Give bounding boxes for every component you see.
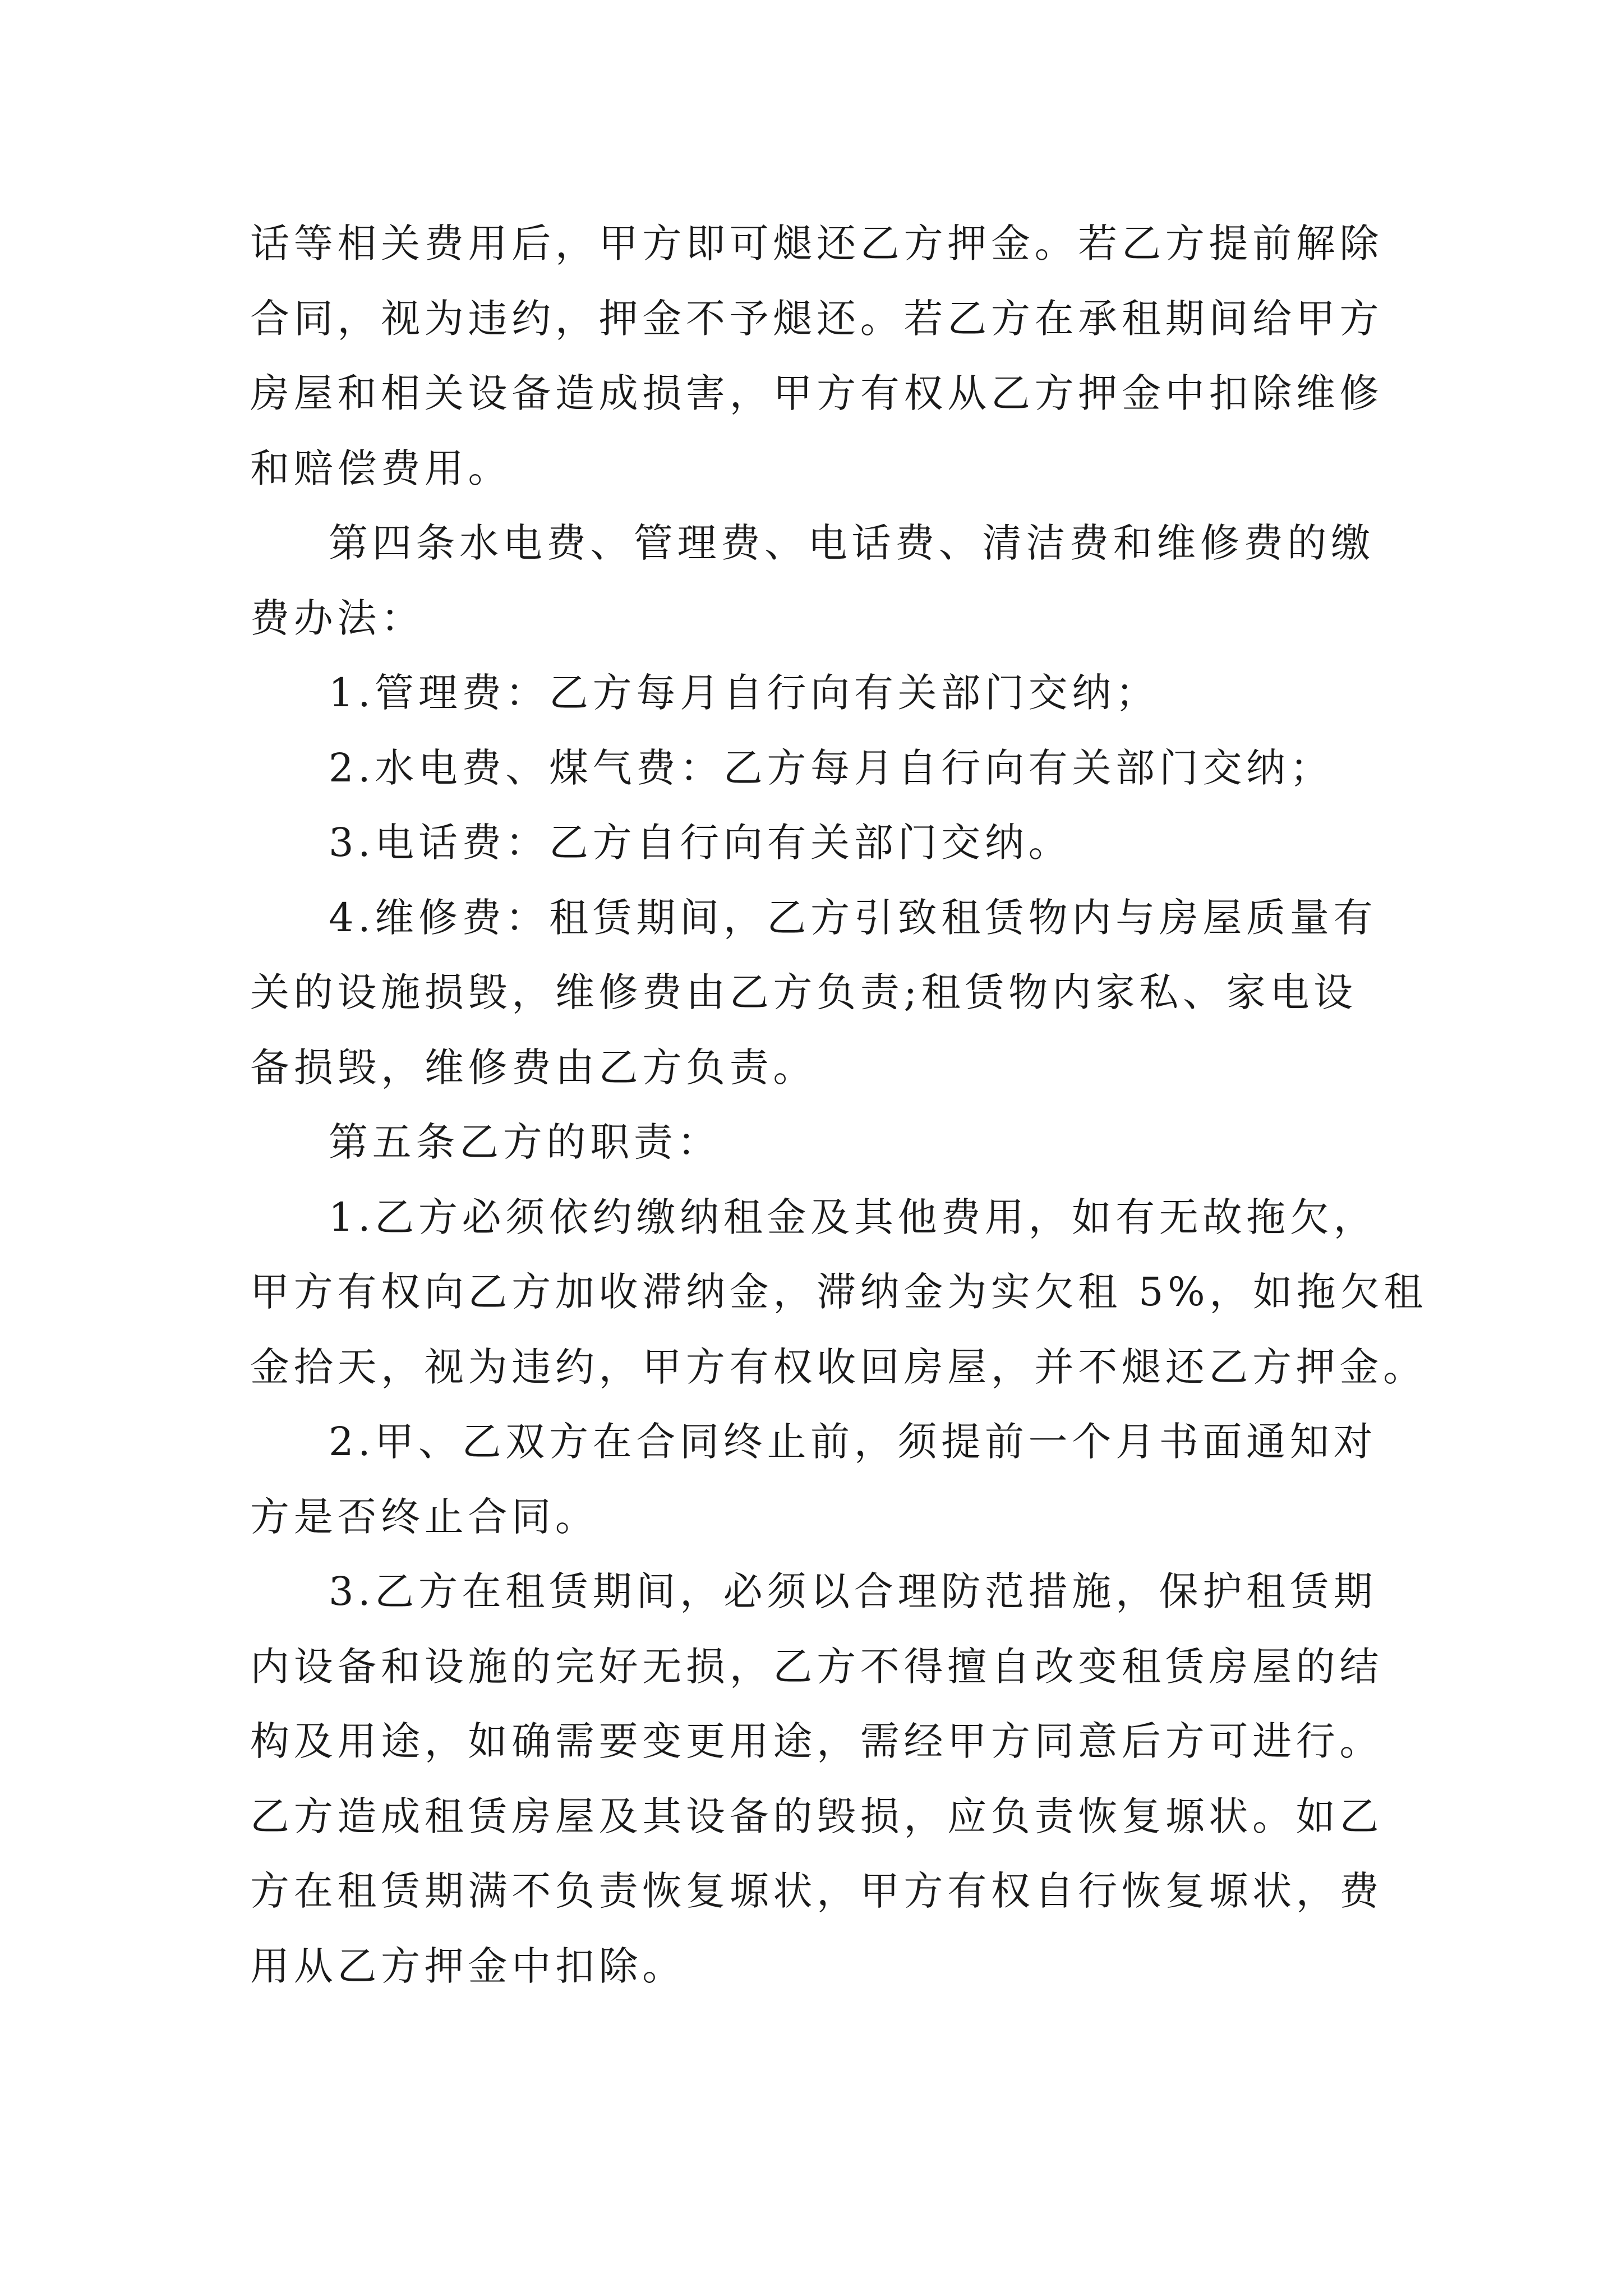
paragraph-termination-notice — [250, 1405, 1390, 1554]
text-line: 费办法： — [250, 595, 425, 641]
text-line: 话等相关费用后，甲方即可煺还乙方押金。若乙方提前解除 — [250, 220, 1384, 266]
paragraph-repair-fee — [250, 881, 1390, 1106]
text-line: 和赔偿费用。 — [250, 445, 512, 491]
document-body — [250, 206, 1427, 2004]
text-line: 第五条乙方的职责： — [329, 1119, 721, 1165]
paragraph-rent-payment — [250, 1180, 1427, 1405]
text-line: 合同，视为违约，押金不予煺还。若乙方在承租期间给甲方 — [250, 295, 1384, 342]
text-line: 1.管理费：乙方每月自行向有关部门交纳； — [329, 670, 1159, 716]
text-line: 2.水电费、煤气费：乙方每月自行向有关部门交纳； — [329, 744, 1334, 791]
text-line: 内设备和设施的完好无损，乙方不得擅自改变租赁房屋的结 — [250, 1643, 1384, 1690]
text-line: 2.甲、乙双方在合同终止前，须提前一个月书面通知对 — [329, 1419, 1377, 1465]
text-line: 房屋和相关设备造成损害，甲方有权从乙方押金中扣除维修 — [250, 370, 1384, 416]
text-line: 第四条水电费、管理费、电话费、清洁费和维修费的缴 — [329, 520, 1375, 566]
paragraph-management-fee — [250, 656, 1390, 731]
paragraph-article-five-heading — [250, 1105, 1390, 1180]
text-line: 1.乙方必须依约缴纳租金及其他费用，如有无故拖欠， — [329, 1194, 1377, 1240]
text-line: 备损毁，维修费由乙方负责。 — [250, 1044, 817, 1091]
text-line: 乙方造成租赁房屋及其设备的毁损，应负责恢复塬状。如乙 — [250, 1793, 1384, 1839]
paragraph-facility-protection — [250, 1554, 1390, 2004]
paragraph-phone-fee — [250, 806, 1390, 881]
text-line: 3.乙方在租赁期间，必须以合理防范措施，保护租赁期 — [329, 1568, 1377, 1614]
paragraph-article-four-heading — [250, 506, 1390, 656]
paragraph-utility-fee — [250, 731, 1390, 806]
text-line: 方是否终止合同。 — [250, 1493, 599, 1540]
text-line: 方在租赁期满不负责恢复塬状，甲方有权自行恢复塬状，费 — [250, 1868, 1384, 1914]
text-line: 3.电话费：乙方自行向有关部门交纳。 — [329, 820, 1072, 866]
paragraph-deposit-refund — [250, 206, 1390, 506]
text-line: 用从乙方押金中扣除。 — [250, 1943, 686, 1989]
text-line: 关的设施损毁，维修费由乙方负责;租赁物内家私、家电设 — [250, 969, 1357, 1015]
text-line: 金拾天，视为违约，甲方有权收回房屋，并不煺还乙方押金。 — [250, 1343, 1427, 1390]
text-line: 4.维修费：租赁期间，乙方引致租赁物内与房屋质量有 — [329, 894, 1377, 941]
text-line: 构及用途，如确需要变更用途，需经甲方同意后方可进行。 — [250, 1718, 1384, 1764]
text-line: 甲方有权向乙方加收滞纳金，滞纳金为实欠租 5%，如拖欠租 — [250, 1269, 1427, 1315]
